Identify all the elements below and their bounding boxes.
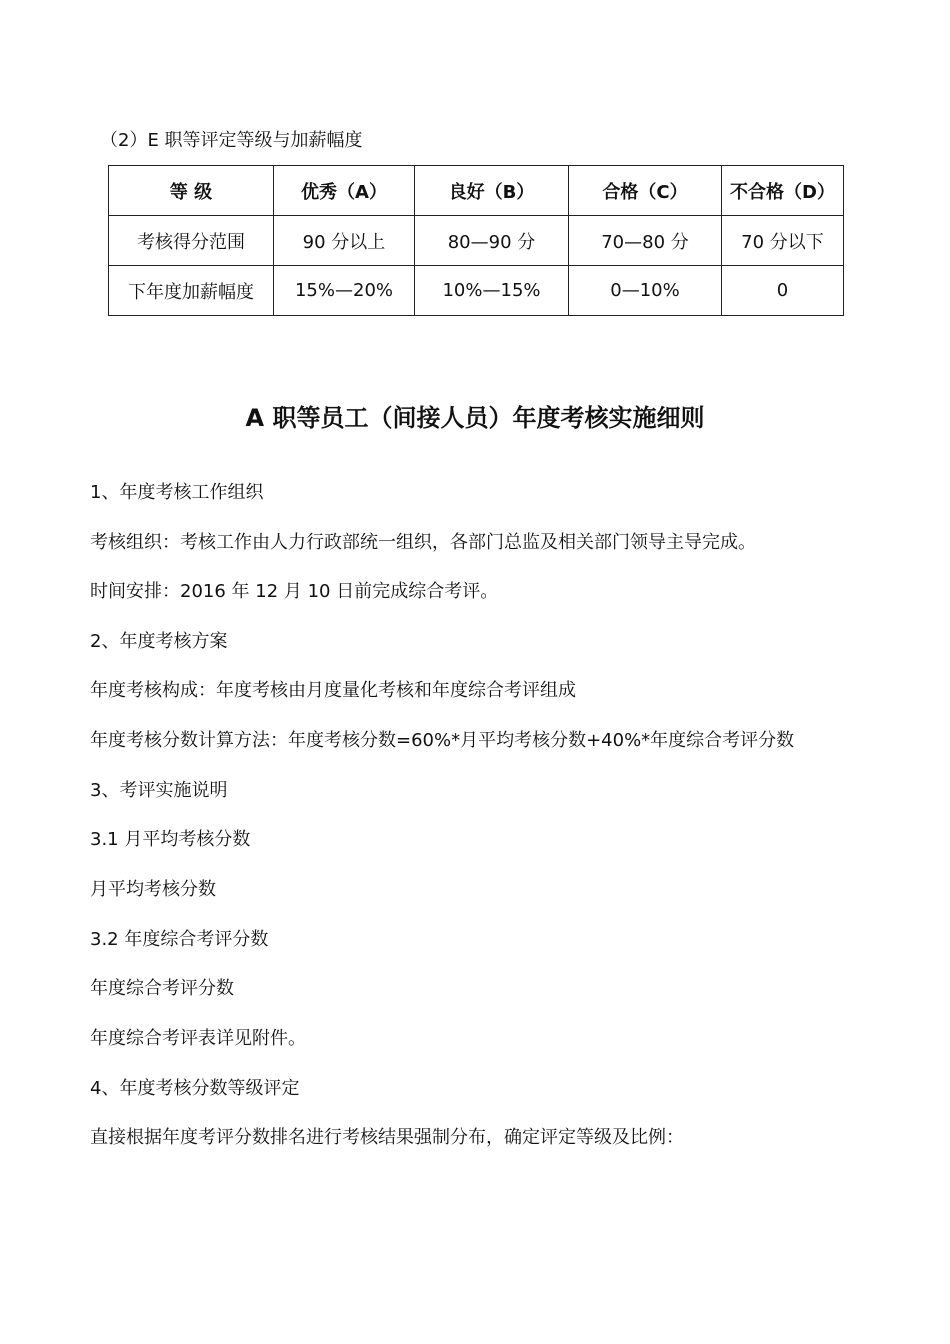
paragraph: 考核组织：考核工作由人力行政部统一组织，各部门总监及相关部门领导主导完成。 xyxy=(90,532,756,553)
table-cell: 80—90 分 xyxy=(415,216,569,266)
paragraph: 年度考核分数计算方法：年度考核分数=60%*月平均考核分数+40%*年度综合考评分数 xyxy=(90,730,795,751)
table-header-cell: 合格（C） xyxy=(569,166,722,216)
paragraph: 直接根据年度考评分数排名进行考核结果强制分布，确定评定等级及比例： xyxy=(90,1127,684,1148)
table-cell: 0 xyxy=(722,266,844,316)
table-header-cell: 等 级 xyxy=(109,166,274,216)
table-header-cell: 不合格（D） xyxy=(722,166,844,216)
paragraph: 3、考评实施说明 xyxy=(90,780,228,801)
paragraph: 月平均考核分数 xyxy=(90,879,216,900)
table-cell: 70 分以下 xyxy=(722,216,844,266)
paragraph: 3.2 年度综合考评分数 xyxy=(90,929,269,950)
table-cell: 10%—15% xyxy=(415,266,569,316)
table-row xyxy=(109,266,844,316)
paragraph: 1、年度考核工作组织 xyxy=(90,482,264,503)
paragraph: 2、年度考核方案 xyxy=(90,631,228,652)
paragraph: 年度综合考评表详见附件。 xyxy=(90,1028,306,1049)
table-header-cell: 优秀（A） xyxy=(274,166,415,216)
table-cell: 70—80 分 xyxy=(569,216,722,266)
table-header-row xyxy=(109,166,844,216)
paragraph: 3.1 月平均考核分数 xyxy=(90,829,251,850)
table-header-cell: 良好（B） xyxy=(415,166,569,216)
paragraph: 年度综合考评分数 xyxy=(90,978,234,999)
paragraph: 年度考核构成：年度考核由月度量化考核和年度综合考评组成 xyxy=(90,680,576,701)
grade-salary-table xyxy=(108,165,844,316)
table-cell: 0—10% xyxy=(569,266,722,316)
document-title: A 职等员工（间接人员）年度考核实施细则 xyxy=(245,404,705,432)
table-cell: 90 分以上 xyxy=(274,216,415,266)
section-heading: （2）E 职等评定等级与加薪幅度 xyxy=(100,130,363,151)
table-cell: 15%—20% xyxy=(274,266,415,316)
paragraph: 4、年度考核分数等级评定 xyxy=(90,1078,300,1099)
table-cell: 考核得分范围 xyxy=(109,216,274,266)
paragraph: 时间安排：2016 年 12 月 10 日前完成综合考评。 xyxy=(90,581,499,602)
table-cell: 下年度加薪幅度 xyxy=(109,266,274,316)
table-row xyxy=(109,216,844,266)
